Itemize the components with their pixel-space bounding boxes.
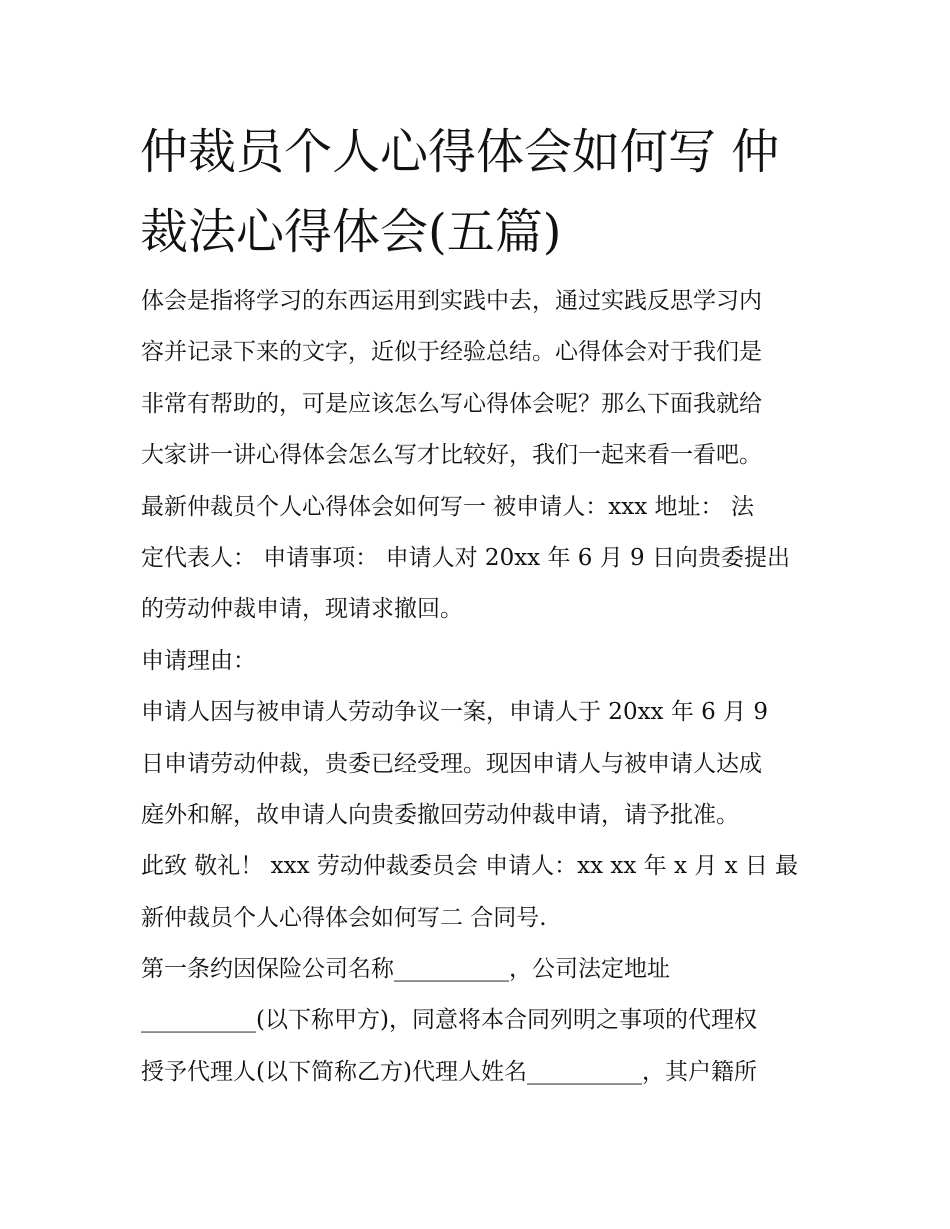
body-line: __________(以下称甲方)，同意将本合同列明之事项的代理权 xyxy=(141,1007,757,1034)
document-title xyxy=(140,112,830,272)
body-line: 第一条约因保险公司名称__________，公司法定地址 xyxy=(141,956,670,983)
title-line: 仲裁员个人心得体会如何写 仲 xyxy=(140,124,780,180)
body-line: 此致 敬礼！ xxx 劳动仲裁委员会 申请人：xx xx 年 x 月 x 日 最 xyxy=(141,853,799,880)
body-line: 大家讲一讲心得体会怎么写才比较好，我们一起来看一看吧。 xyxy=(141,442,762,469)
body-line: 申请人因与被申请人劳动争议一案，申请人于 20xx 年 6 月 9 xyxy=(141,699,769,726)
body-line: 庭外和解，故申请人向贵委撤回劳动仲裁申请，请予批准。 xyxy=(141,801,739,828)
body-line: 的劳动仲裁申请，现请求撤回。 xyxy=(141,596,463,623)
body-line: 容并记录下来的文字，近似于经验总结。心得体会对于我们是 xyxy=(141,339,762,366)
document-body xyxy=(141,276,831,1098)
body-line: 申请理由： xyxy=(141,647,256,674)
body-line: 最新仲裁员个人心得体会如何写一 被申请人：xxx 地址： 法 xyxy=(141,493,754,520)
body-line: 非常有帮助的，可是应该怎么写心得体会呢？那么下面我就给 xyxy=(141,390,762,417)
title-line: 裁法心得体会(五篇) xyxy=(140,204,562,260)
body-line: 授予代理人(以下简称乙方)代理人姓名__________，其户籍所 xyxy=(141,1058,757,1085)
body-line: 定代表人： 申请事项： 申请人对 20xx 年 6 月 9 日向贵委提出 xyxy=(141,544,790,571)
body-line: 日申请劳动仲裁，贵委已经受理。现因申请人与被申请人达成 xyxy=(141,750,762,777)
body-line: 新仲裁员个人心得体会如何写二 合同号. xyxy=(141,904,547,931)
body-line: 体会是指将学习的东西运用到实践中去，通过实践反思学习内 xyxy=(141,288,762,314)
